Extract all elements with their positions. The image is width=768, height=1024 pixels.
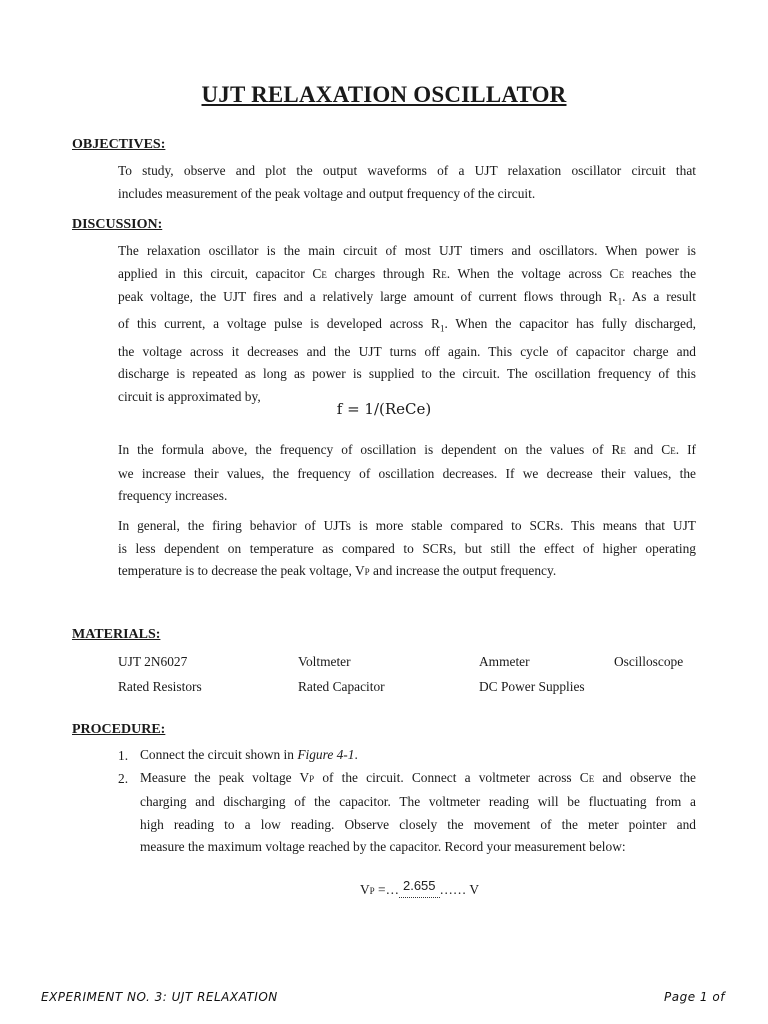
material-item: Ammeter [479, 654, 530, 669]
objectives-paragraph: To study, observe and plot the output waveforms of a UJT relaxation oscillator circuit that includes measurement of the peak voltage and output frequency of the circuit. [118, 163, 696, 201]
material-item: Voltmeter [298, 654, 351, 669]
peak-voltage-value: 2.655 [402, 878, 436, 893]
objectives-heading: OBJECTIVES: [72, 137, 166, 152]
material-item: Oscilloscope [614, 654, 684, 669]
step-number: 2. [118, 771, 129, 786]
material-item: DC Power Supplies [479, 679, 585, 694]
step-number: 1. [118, 748, 129, 763]
footer-page-number: Page 1 of [664, 990, 725, 1004]
discussion-paragraph-1: The relaxation oscillator is the main circuit of most UJT timers and oscillators. When power is applied in this circuit, capacitor CE charges through RE. When the voltage across CE reaches the peak voltage, the UJT fires and a relatively large amount of current flows through $R_1$. As a result of this current, a voltage pulse is developed across $R_1$. When the capacitor has fully discharged, the voltage across it decreases and the UJT turns off again. This cycle of capacitor charge and discharge is repeated as long as power is supplied to the circuit. The oscillation frequency of this circuit is approximated by, [118, 243, 697, 404]
peak-voltage-record: VP =… 2.655 …… V [360, 878, 480, 897]
material-item: UJT 2N6027 [118, 654, 188, 669]
material-item: Rated Capacitor [298, 679, 385, 694]
material-item: Rated Resistors [118, 679, 202, 694]
materials-heading: MATERIALS: [72, 627, 161, 642]
discussion-paragraph-2: In the formula above, the frequency of oscillation is dependent on the values of RE and CE. If we increase their values, the frequency of oscillation decreases. If we decrease their values, the frequency increases. [118, 442, 696, 504]
procedure-heading: PROCEDURE: [72, 722, 166, 737]
discussion-paragraph-3: In general, the firing behavior of UJTs is more stable compared to SCRs. This means that UJT is less dependent on temperature as compared to SCRs, but still the effect of higher operating temperature is to decrease the peak voltage, VP and increase the output frequency. [118, 518, 696, 579]
footer-experiment: EXPERIMENT NO. 3: UJT RELAXATION [41, 990, 278, 1004]
page-title: UJT RELAXATION OSCILLATOR [201, 82, 567, 107]
frequency-formula: f = 1/(ReCe) [336, 400, 432, 418]
procedure-step-1: Connect the circuit shown in Figure 4-1. [140, 747, 358, 762]
discussion-heading: DISCUSSION: [72, 217, 163, 232]
procedure-step-2: Measure the peak voltage VP of the circuit. Connect a voltmeter across CE and observe the charging and discharging of the capacitor. The voltmeter reading will be fluctuating from a high reading to a low reading. Observe closely the movement of the meter pointer and measure the maximum voltage reached by the capacitor. Record your measurement below: [140, 770, 696, 855]
